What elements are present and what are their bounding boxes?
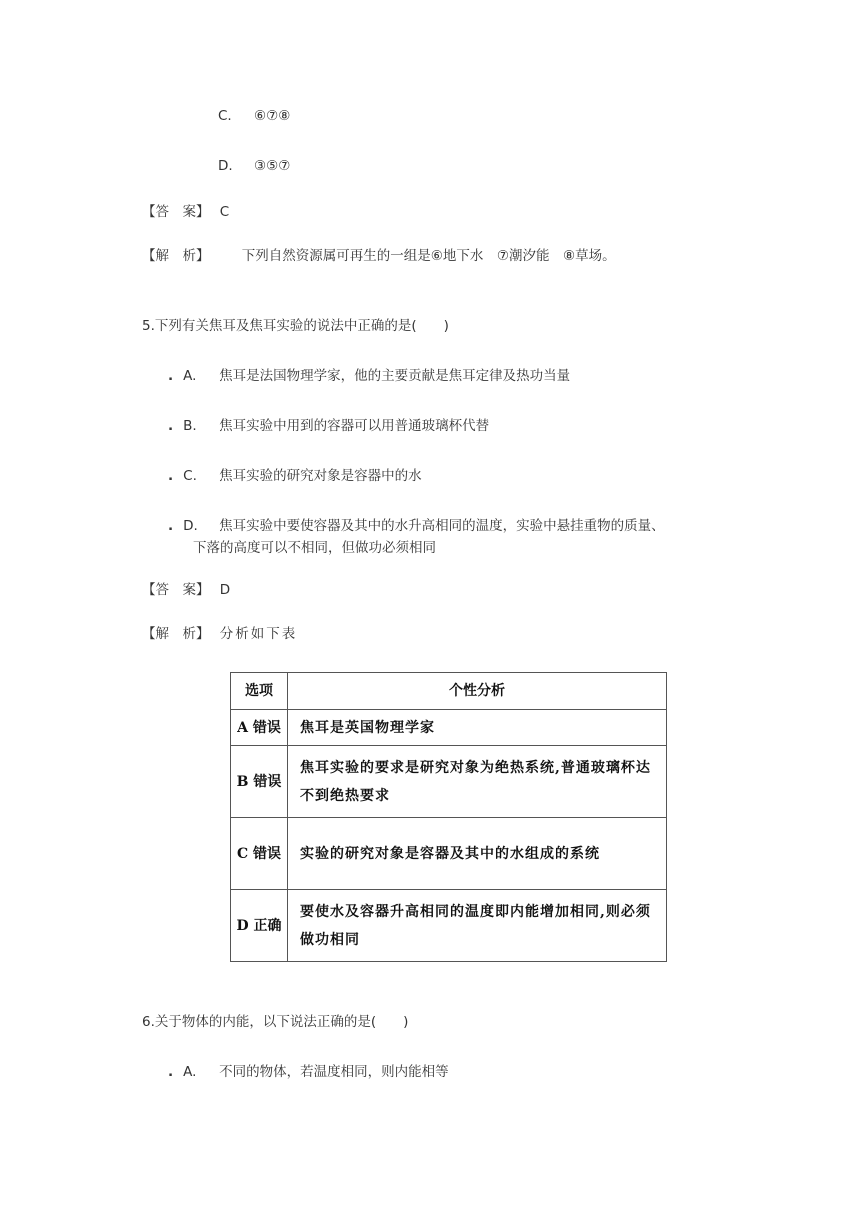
- option-letter: C.: [183, 468, 197, 484]
- option-d: [218, 158, 290, 174]
- option-letter: D.: [183, 518, 198, 534]
- option-letter: D.: [218, 158, 233, 174]
- option-text: 焦耳实验的研究对象是容器中的水: [219, 468, 422, 484]
- option-bullet: .: [168, 368, 174, 384]
- option-text: 焦耳实验中用到的容器可以用普通玻璃杯代替: [219, 418, 490, 434]
- answer-value: C: [219, 204, 230, 220]
- option-bullet: .: [168, 468, 174, 484]
- analysis-text: 下列自然资源属可再生的一组是⑥地下水 ⑦潮汐能 ⑧草场。: [241, 248, 616, 264]
- q5-option-c: [168, 464, 422, 484]
- option-letter: A.: [183, 368, 197, 384]
- table-cell-option: C 错误: [231, 818, 288, 890]
- option-text: ⑥⑦⑧: [254, 108, 291, 124]
- table-header-row: [231, 673, 667, 710]
- analysis-label: 【解 析】: [142, 626, 210, 642]
- q5-analysis-line: [142, 622, 297, 642]
- table-cell-option: D 正确: [231, 890, 288, 962]
- question-5-stem: 5.下列有关焦耳及焦耳实验的说法中正确的是( ): [142, 318, 449, 334]
- q5-answer-line: [142, 578, 230, 598]
- answer-line: [142, 200, 229, 220]
- table-header-option: 选项: [231, 673, 288, 710]
- analysis-text: 分析如下表: [219, 626, 298, 642]
- table-cell-analysis: 焦耳是英国物理学家: [288, 710, 667, 746]
- table-cell-option: A 错误: [231, 710, 288, 746]
- option-letter: A.: [183, 1064, 197, 1080]
- table-row: [231, 746, 667, 818]
- table-row: [231, 890, 667, 962]
- q6-option-a: [168, 1060, 449, 1080]
- question-6-stem: 6.关于物体的内能，以下说法正确的是( ): [142, 1014, 409, 1030]
- table-row: [231, 710, 667, 746]
- option-letter: C.: [218, 108, 232, 124]
- answer-label: 【答 案】: [142, 582, 210, 598]
- option-text: 不同的物体，若温度相同，则内能相等: [219, 1064, 449, 1080]
- option-bullet: .: [168, 1064, 174, 1080]
- analysis-label: 【解 析】: [142, 248, 210, 264]
- table-cell-option: B 错误: [231, 746, 288, 818]
- option-bullet: .: [168, 418, 174, 434]
- answer-value: D: [219, 582, 231, 598]
- q5-option-b: [168, 414, 489, 434]
- option-text: ③⑤⑦: [254, 158, 291, 174]
- option-text: 焦耳是法国物理学家，他的主要贡献是焦耳定律及热功当量: [219, 368, 571, 384]
- table-header-analysis: 个性分析: [288, 673, 667, 710]
- q5-option-d-continuation: 下落的高度可以不相同，但做功必须相同: [193, 540, 436, 556]
- table-cell-analysis: 实验的研究对象是容器及其中的水组成的系统: [288, 818, 667, 890]
- option-letter: B.: [183, 418, 197, 434]
- option-text: 焦耳实验中要使容器及其中的水升高相同的温度，实验中悬挂重物的质量、: [219, 518, 665, 534]
- analysis-table: [230, 672, 667, 962]
- table-row: [231, 818, 667, 890]
- table-cell-analysis: 焦耳实验的要求是研究对象为绝热系统,普通玻璃杯达不到绝热要求: [288, 746, 667, 818]
- answer-label: 【答 案】: [142, 204, 210, 220]
- table-cell-analysis: 要使水及容器升高相同的温度即内能增加相同,则必须做功相同: [288, 890, 667, 962]
- q5-option-d: [168, 514, 665, 534]
- q5-option-a: [168, 364, 570, 384]
- option-bullet: .: [168, 518, 174, 534]
- analysis-line: [142, 244, 616, 264]
- option-c: [218, 108, 290, 124]
